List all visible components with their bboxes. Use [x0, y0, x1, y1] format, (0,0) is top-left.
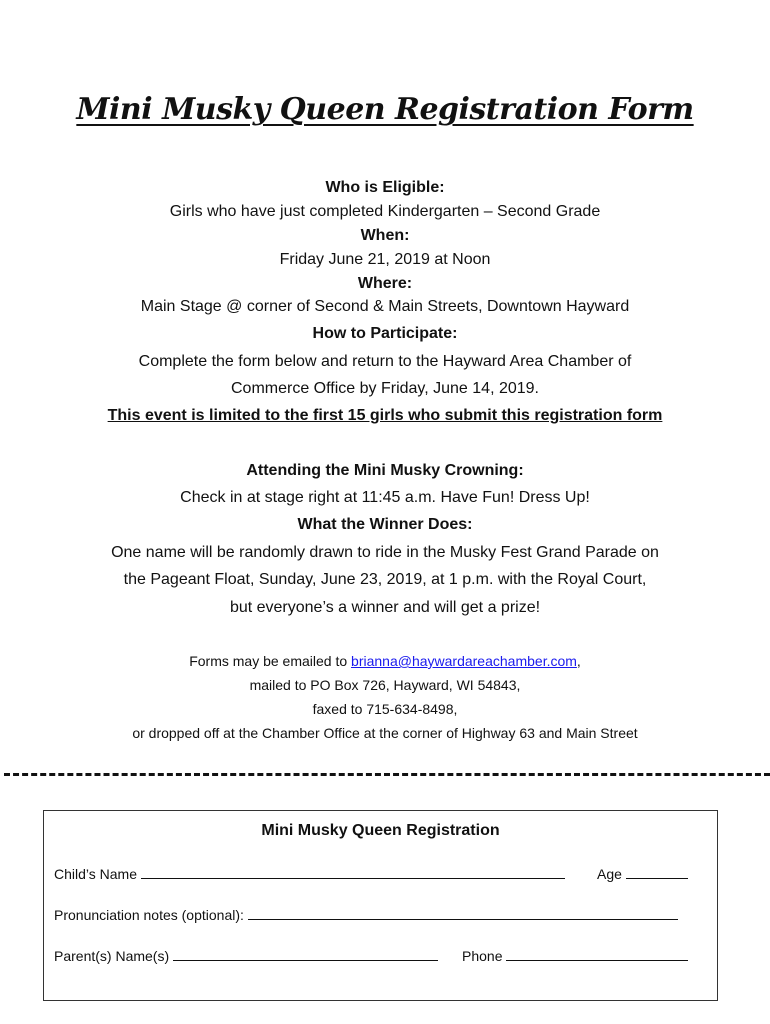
- pronunciation-field[interactable]: [54, 905, 678, 923]
- crowning-text: Check in at stage right at 11:45 a.m. Have Fun! Dress Up!: [180, 489, 590, 506]
- mail-instructions: mailed to PO Box 726, Hayward, WI 54843,: [249, 677, 521, 693]
- phone-field[interactable]: [462, 946, 688, 964]
- eligible-text: Girls who have just completed Kindergarten – Second Grade: [169, 203, 601, 220]
- when-heading: When:: [360, 227, 410, 244]
- participate-text-line1: Complete the form below and return to the Hayward Area Chamber of: [138, 353, 632, 370]
- cut-line-divider: [4, 773, 770, 776]
- winner-heading: What the Winner Does:: [297, 516, 473, 533]
- age-field[interactable]: [597, 864, 688, 882]
- crowning-heading: Attending the Mini Musky Crowning:: [246, 462, 524, 479]
- email-suffix: ,: [576, 653, 581, 669]
- child-name-field[interactable]: [54, 864, 565, 882]
- pronunciation-label: Pronunciation notes (optional):: [54, 907, 244, 923]
- participant-limit-notice: This event is limited to the first 15 girls who submit this registration form: [107, 407, 663, 424]
- winner-text-line2: the Pageant Float, Sunday, June 23, 2019, at 1 p.m. with the Royal Court,: [123, 571, 647, 588]
- age-label: Age: [597, 866, 622, 882]
- winner-text-line1: One name will be randomly drawn to ride in the Musky Fest Grand Parade on: [111, 544, 659, 561]
- parent-name-field[interactable]: [54, 946, 438, 964]
- registration-box-title: Mini Musky Queen Registration: [261, 822, 500, 839]
- phone-label: Phone: [462, 948, 503, 964]
- parent-name-blank[interactable]: [173, 946, 438, 961]
- winner-text-line3: but everyone’s a winner and will get a prize!: [229, 599, 541, 616]
- registration-box: [43, 810, 718, 1001]
- email-instructions: [0, 651, 770, 671]
- dropoff-instructions: or dropped off at the Chamber Office at the corner of Highway 63 and Main Street: [132, 725, 638, 741]
- fax-instructions: faxed to 715-634-8498,: [312, 701, 458, 717]
- eligible-heading: Who is Eligible:: [325, 179, 445, 196]
- where-heading: Where:: [357, 275, 413, 292]
- when-text: Friday June 21, 2019 at Noon: [279, 251, 491, 268]
- participate-text-line2: Commerce Office by Friday, June 14, 2019.: [231, 380, 539, 397]
- where-text: Main Stage @ corner of Second & Main Streets, Downtown Hayward: [140, 298, 630, 315]
- participate-heading: How to Participate:: [312, 325, 458, 342]
- email-prefix: Forms may be emailed to: [189, 653, 352, 669]
- age-blank[interactable]: [626, 864, 688, 879]
- child-name-label: Child’s Name: [54, 866, 137, 882]
- page-title: Mini Musky Queen Registration Form: [76, 92, 694, 127]
- email-link[interactable]: brianna@haywardareachamber.com: [351, 653, 577, 669]
- pronunciation-blank[interactable]: [248, 905, 678, 920]
- parent-name-label: Parent(s) Name(s): [54, 948, 170, 964]
- child-name-blank[interactable]: [141, 864, 565, 879]
- phone-blank[interactable]: [506, 946, 688, 961]
